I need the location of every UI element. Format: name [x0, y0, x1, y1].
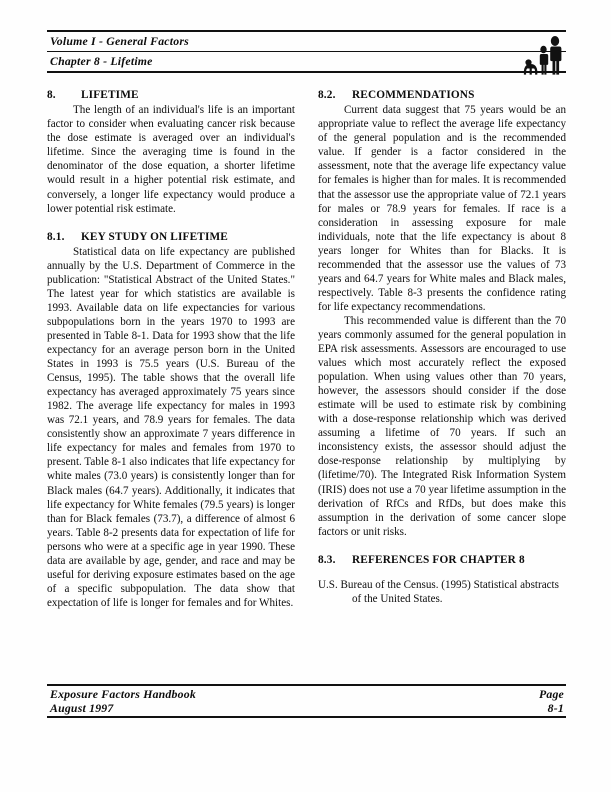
header-volume-title: Volume I - General Factors	[50, 33, 189, 48]
footer-left-block	[50, 688, 196, 715]
footer-handbook-title: Exposure Factors Handbook	[50, 687, 196, 701]
footer-right-block	[539, 688, 564, 715]
section-number-8-2: 8.2.	[318, 89, 336, 102]
section-8-paragraph: The length of an individual's life is an important factor to consider when evaluating cancer risk because the dose estimate is averaged over an individual's lifetime. Since the averaging time is found in the denominator of the dose equation, a shorter lifetime would result in a higher potential risk estimate, and conversely, a longer life expectancy would produce a lower potential risk estimate.	[47, 104, 295, 215]
family-silhouettes-icon	[518, 33, 564, 77]
footer-date: August 1997	[50, 700, 114, 715]
section-8-2-paragraph-1: Current data suggest that 75 years would be an appropriate value to reflect the average life expectancy of the general population and is the recommended value. If gender is a factor considered in the assessment, note that the average life expectancy value for females is higher than for males. It is recommended that the assessor use the appropriate value of 72.1 years for males or 78.9 years for females. If race is a consideration in assessing exposure for male individuals, note that the life expectancy is about 8 years longer for Whites than for Blacks. It is recommended that the assessor use the values of 73 years and 64.7 years for White males and Black males, respectively. Table 8-3 presents the confidence rating for life expectancy recommendations.	[318, 104, 566, 313]
left-column	[47, 88, 295, 610]
page-content	[47, 30, 566, 610]
page-footer	[47, 684, 566, 718]
section-8-2-paragraph-2: This recommended value is different than the 70 years commonly assumed for the general population in EPA risk assessments. Assessors are encouraged to use values which most accurately reflect the exposed population. When using values other than 70 years, however, the assessors should consider if the dose estimate will be used to estimate risk by combining with a dose-response relationship which was derived assuming a lifetime of 70 years. If such an inconsistency exists, the assessor should adjust the dose-response relationship by multiplying by (lifetime/70). The Integrated Risk Information System (IRIS) does not use a 70 year lifetime assumption in the derivation of RfCs and RfDs, but does make this assumption in the derivation of some cancer slope factors or unit risks.	[318, 314, 566, 538]
section-number-8-1: 8.1.	[47, 230, 65, 243]
section-number-8: 8.	[47, 89, 56, 102]
two-column-body	[47, 88, 566, 610]
footer-rows	[47, 686, 566, 716]
footer-page-label: Page	[538, 687, 564, 701]
section-heading-8-1	[47, 230, 295, 244]
header-bottom-rule	[47, 71, 566, 73]
header-chapter-title: Chapter 8 - Lifetime	[50, 53, 153, 68]
section-title-lifetime: LIFETIME	[81, 89, 139, 102]
section-title-recommendations: RECOMMENDATIONS	[352, 89, 475, 102]
section-heading-8-3	[318, 553, 566, 567]
page-number: 8-1	[547, 700, 564, 715]
reference-entry: U.S. Bureau of the Census. (1995) Statistical abstracts of the United States.	[318, 578, 559, 605]
section-8-1-paragraph: Statistical data on life expectancy are published annually by the U.S. Department of Commerce in the publication: "Statistical Abstract of the United States." The latest year for which statistics are available is 1993. Available data on life expectancies for various subpopulations born in the years 1970 to 1993 are presented in Table 8-1. Data for 1993 show that the life expectancy for an average person born in the United States in 1993 is 75.5 years (U.S. Bureau of the Census, 1995). The table shows that the overall life expectancy has averaged approximately 75 years since 1982. The average life expectancy for males in 1993 was 72.1 years, and 78.9 years for females. The data consistently show an approximate 7 years difference in life expectancy for males and females from 1970 to present. Table 8-1 also indicates that life expectancy for white males (73.0 years) is consistently longer than for Black males (64.7 years). Additionally, it indicates that life expectancy for White females (79.5 years) is longer than for Black females (73.7), a difference of almost 6 years. Table 8-2 presents data for expectation of life for persons who were at a specific age in year 1990. These data are available by age, gender, and race and may be useful for deriving exposure estimates based on the age of a specific subpopulation. The data show that expectation of life is longer for females and for Whites.	[47, 245, 295, 609]
section-heading-8-2	[318, 88, 566, 102]
section-heading-8	[47, 88, 295, 102]
section-title-key-study-on-lifetime: KEY STUDY ON LIFETIME	[81, 230, 228, 243]
section-title-references-for-chapter-8: REFERENCES FOR CHAPTER 8	[352, 553, 525, 566]
section-number-8-3: 8.3.	[318, 553, 336, 566]
page-header	[47, 30, 566, 73]
footer-bottom-rule	[47, 716, 566, 718]
right-column	[318, 88, 566, 610]
